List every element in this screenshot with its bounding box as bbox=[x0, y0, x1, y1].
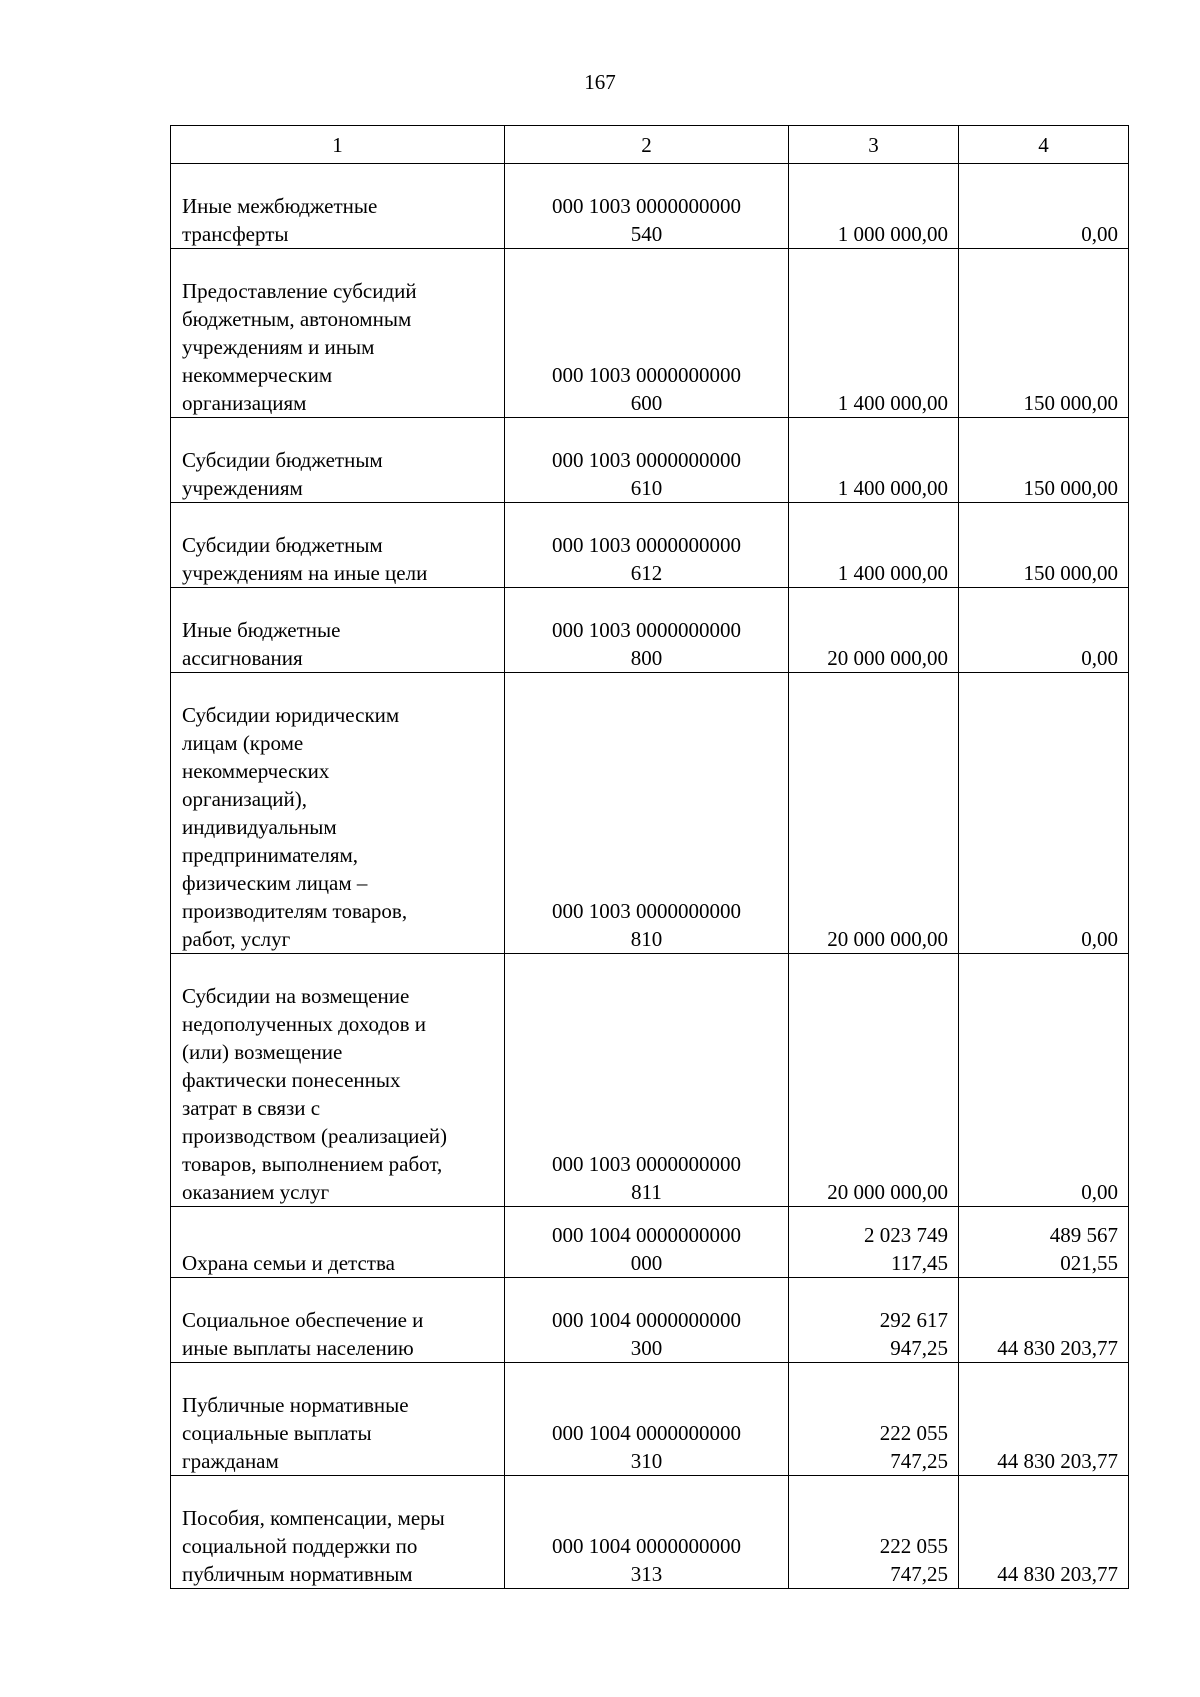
row-name-cell bbox=[171, 418, 505, 503]
cell-text-line: некоммерческим bbox=[182, 363, 333, 387]
cell-text-line: 747,25 bbox=[890, 1562, 948, 1586]
cell-text-line: трансферты bbox=[182, 222, 289, 246]
cell-text-line: Иные бюджетные bbox=[182, 618, 341, 642]
cell-text-line: гражданам bbox=[182, 1449, 279, 1473]
cell-text-line: 811 bbox=[631, 1180, 662, 1204]
cell-text-line: социальные выплаты bbox=[182, 1421, 372, 1445]
row-name-cell bbox=[171, 1278, 505, 1363]
table-row bbox=[171, 249, 1129, 418]
row-code-cell bbox=[505, 503, 789, 588]
table-row bbox=[171, 1476, 1129, 1589]
cell-text-line: 600 bbox=[630, 391, 663, 415]
cell-text-line: 20 000 000,00 bbox=[827, 646, 948, 670]
cell-text-line: Субсидии бюджетным bbox=[182, 448, 383, 472]
cell-text-line: 300 bbox=[630, 1336, 663, 1360]
row-code-cell bbox=[505, 1476, 789, 1589]
cell-text-line: 000 bbox=[630, 1251, 663, 1275]
row-col4-cell bbox=[959, 1363, 1129, 1476]
cell-text-line: 117,45 bbox=[891, 1251, 948, 1275]
row-col3-cell bbox=[789, 588, 959, 673]
header-col-4: 4 bbox=[959, 126, 1129, 164]
table-row bbox=[171, 954, 1129, 1207]
cell-text-line: социальной поддержки по bbox=[182, 1534, 418, 1558]
cell-text-line: 1 400 000,00 bbox=[837, 561, 948, 585]
row-code-cell bbox=[505, 1363, 789, 1476]
row-col3-cell bbox=[789, 164, 959, 249]
cell-text-line: иные выплаты населению bbox=[182, 1336, 414, 1360]
row-col3-cell bbox=[789, 418, 959, 503]
cell-text-line: предпринимателям, bbox=[182, 843, 359, 867]
table-row bbox=[171, 673, 1129, 954]
table-row bbox=[171, 1278, 1129, 1363]
header-col-1: 1 bbox=[171, 126, 505, 164]
cell-text-line: Охрана семьи и детства bbox=[182, 1251, 395, 1275]
table-row bbox=[171, 503, 1129, 588]
cell-text-line: организациям bbox=[182, 391, 307, 415]
cell-text-line: лицам (кроме bbox=[182, 731, 304, 755]
cell-text-line: бюджетным, автономным bbox=[182, 307, 412, 331]
cell-text-line: (или) возмещение bbox=[182, 1040, 343, 1064]
cell-text-line: 44 830 203,77 bbox=[997, 1336, 1118, 1360]
cell-text-line: 000 1004 0000000000 bbox=[552, 1421, 741, 1445]
cell-text-line: 800 bbox=[630, 646, 663, 670]
cell-text-line: производителям товаров, bbox=[182, 899, 408, 923]
cell-text-line: Субсидии юридическим bbox=[182, 703, 400, 727]
table-header-row bbox=[171, 126, 1129, 164]
cell-text-line: Иные межбюджетные bbox=[182, 194, 378, 218]
cell-text-line: 0,00 bbox=[1081, 927, 1118, 951]
cell-text-line: 000 1003 0000000000 bbox=[552, 363, 741, 387]
cell-text-line: ассигнования bbox=[182, 646, 303, 670]
row-name-cell bbox=[171, 164, 505, 249]
cell-text-line: товаров, выполнением работ, bbox=[182, 1152, 443, 1176]
cell-text-line: физическим лицам – bbox=[182, 871, 368, 895]
row-col4-cell bbox=[959, 418, 1129, 503]
row-col3-cell bbox=[789, 249, 959, 418]
cell-text-line: Публичные нормативные bbox=[182, 1393, 409, 1417]
table-row bbox=[171, 1363, 1129, 1476]
row-name-cell bbox=[171, 1476, 505, 1589]
row-code-cell bbox=[505, 418, 789, 503]
cell-text-line: 747,25 bbox=[890, 1449, 948, 1473]
page-number: 167 bbox=[584, 70, 616, 94]
row-col3-cell bbox=[789, 1363, 959, 1476]
table-row bbox=[171, 164, 1129, 249]
budget-table bbox=[170, 125, 1129, 1589]
row-code-cell bbox=[505, 673, 789, 954]
row-code-cell bbox=[505, 164, 789, 249]
row-name-cell bbox=[171, 503, 505, 588]
cell-text-line: 489 567 bbox=[1049, 1223, 1118, 1247]
row-col3-cell bbox=[789, 1476, 959, 1589]
row-col4-cell bbox=[959, 249, 1129, 418]
row-name-cell bbox=[171, 1207, 505, 1278]
cell-text-line: 000 1003 0000000000 bbox=[552, 448, 741, 472]
cell-text-line: 150 000,00 bbox=[1023, 561, 1118, 585]
cell-text-line: 021,55 bbox=[1060, 1251, 1118, 1275]
cell-text-line: Субсидии на возмещение bbox=[182, 984, 410, 1008]
cell-text-line: Социальное обеспечение и bbox=[182, 1308, 424, 1332]
cell-text-line: 610 bbox=[630, 476, 663, 500]
table-row bbox=[171, 588, 1129, 673]
cell-text-line: 0,00 bbox=[1081, 646, 1118, 670]
cell-text-line: Пособия, компенсации, меры bbox=[182, 1506, 445, 1530]
cell-text-line: учреждениям bbox=[182, 476, 303, 500]
row-col4-cell bbox=[959, 588, 1129, 673]
row-name-cell bbox=[171, 954, 505, 1207]
cell-text-line: 612 bbox=[630, 561, 663, 585]
cell-text-line: 000 1003 0000000000 bbox=[552, 533, 741, 557]
cell-text-line: работ, услуг bbox=[182, 927, 291, 951]
cell-text-line: 20 000 000,00 bbox=[827, 1180, 948, 1204]
cell-text-line: 1 000 000,00 bbox=[837, 222, 948, 246]
cell-text-line: 947,25 bbox=[890, 1336, 948, 1360]
cell-text-line: 000 1004 0000000000 bbox=[552, 1534, 741, 1558]
cell-text-line: 20 000 000,00 bbox=[827, 927, 948, 951]
cell-text-line: учреждениям и иным bbox=[182, 335, 375, 359]
row-col3-cell bbox=[789, 954, 959, 1207]
cell-text-line: 000 1004 0000000000 bbox=[552, 1223, 741, 1247]
row-name-cell bbox=[171, 588, 505, 673]
row-col3-cell bbox=[789, 503, 959, 588]
cell-text-line: затрат в связи с bbox=[182, 1096, 321, 1120]
row-code-cell bbox=[505, 588, 789, 673]
header-col-2: 2 bbox=[505, 126, 789, 164]
cell-text-line: 000 1003 0000000000 bbox=[552, 618, 741, 642]
cell-text-line: фактически понесенных bbox=[182, 1068, 401, 1092]
cell-text-line: 222 055 bbox=[879, 1421, 948, 1445]
table-row bbox=[171, 418, 1129, 503]
cell-text-line: 0,00 bbox=[1081, 1180, 1118, 1204]
row-code-cell bbox=[505, 1278, 789, 1363]
table-body bbox=[171, 164, 1129, 1589]
row-code-cell bbox=[505, 1207, 789, 1278]
row-code-cell bbox=[505, 954, 789, 1207]
cell-text-line: 1 400 000,00 bbox=[837, 391, 948, 415]
cell-text-line: Предоставление субсидий bbox=[182, 279, 417, 303]
cell-text-line: организаций), bbox=[182, 787, 307, 811]
row-code-cell bbox=[505, 249, 789, 418]
row-col4-cell bbox=[959, 164, 1129, 249]
cell-text-line: некоммерческих bbox=[182, 759, 330, 783]
cell-text-line: учреждениям на иные цели bbox=[182, 561, 428, 585]
row-col4-cell bbox=[959, 673, 1129, 954]
cell-text-line: 810 bbox=[630, 927, 663, 951]
cell-text-line: 000 1003 0000000000 bbox=[552, 1152, 741, 1176]
row-col4-cell bbox=[959, 1278, 1129, 1363]
cell-text-line: 0,00 bbox=[1081, 222, 1118, 246]
cell-text-line: 292 617 bbox=[879, 1308, 948, 1332]
cell-text-line: индивидуальным bbox=[182, 815, 337, 839]
cell-text-line: оказанием услуг bbox=[182, 1180, 330, 1204]
cell-text-line: 000 1004 0000000000 bbox=[552, 1308, 741, 1332]
cell-text-line: 540 bbox=[630, 222, 663, 246]
cell-text-line: 313 bbox=[630, 1562, 663, 1586]
cell-text-line: 222 055 bbox=[879, 1534, 948, 1558]
row-col4-cell bbox=[959, 1476, 1129, 1589]
row-col3-cell bbox=[789, 1207, 959, 1278]
cell-text-line: 000 1003 0000000000 bbox=[552, 194, 741, 218]
row-col3-cell bbox=[789, 1278, 959, 1363]
cell-text-line: производством (реализацией) bbox=[182, 1124, 447, 1148]
cell-text-line: 44 830 203,77 bbox=[997, 1562, 1118, 1586]
cell-text-line: 000 1003 0000000000 bbox=[552, 899, 741, 923]
header-col-3: 3 bbox=[789, 126, 959, 164]
cell-text-line: 1 400 000,00 bbox=[837, 476, 948, 500]
cell-text-line: 150 000,00 bbox=[1023, 476, 1118, 500]
row-col3-cell bbox=[789, 673, 959, 954]
cell-text-line: недополученных доходов и bbox=[182, 1012, 426, 1036]
row-name-cell bbox=[171, 249, 505, 418]
cell-text-line: 150 000,00 bbox=[1023, 391, 1118, 415]
row-name-cell bbox=[171, 1363, 505, 1476]
cell-text-line: 44 830 203,77 bbox=[997, 1449, 1118, 1473]
table-row bbox=[171, 1207, 1129, 1278]
cell-text-line: Субсидии бюджетным bbox=[182, 533, 383, 557]
cell-text-line: 2 023 749 bbox=[864, 1223, 948, 1247]
cell-text-line: публичным нормативным bbox=[182, 1562, 413, 1586]
row-col4-cell bbox=[959, 503, 1129, 588]
row-col4-cell bbox=[959, 1207, 1129, 1278]
row-col4-cell bbox=[959, 954, 1129, 1207]
cell-text-line: 310 bbox=[630, 1449, 663, 1473]
row-name-cell bbox=[171, 673, 505, 954]
